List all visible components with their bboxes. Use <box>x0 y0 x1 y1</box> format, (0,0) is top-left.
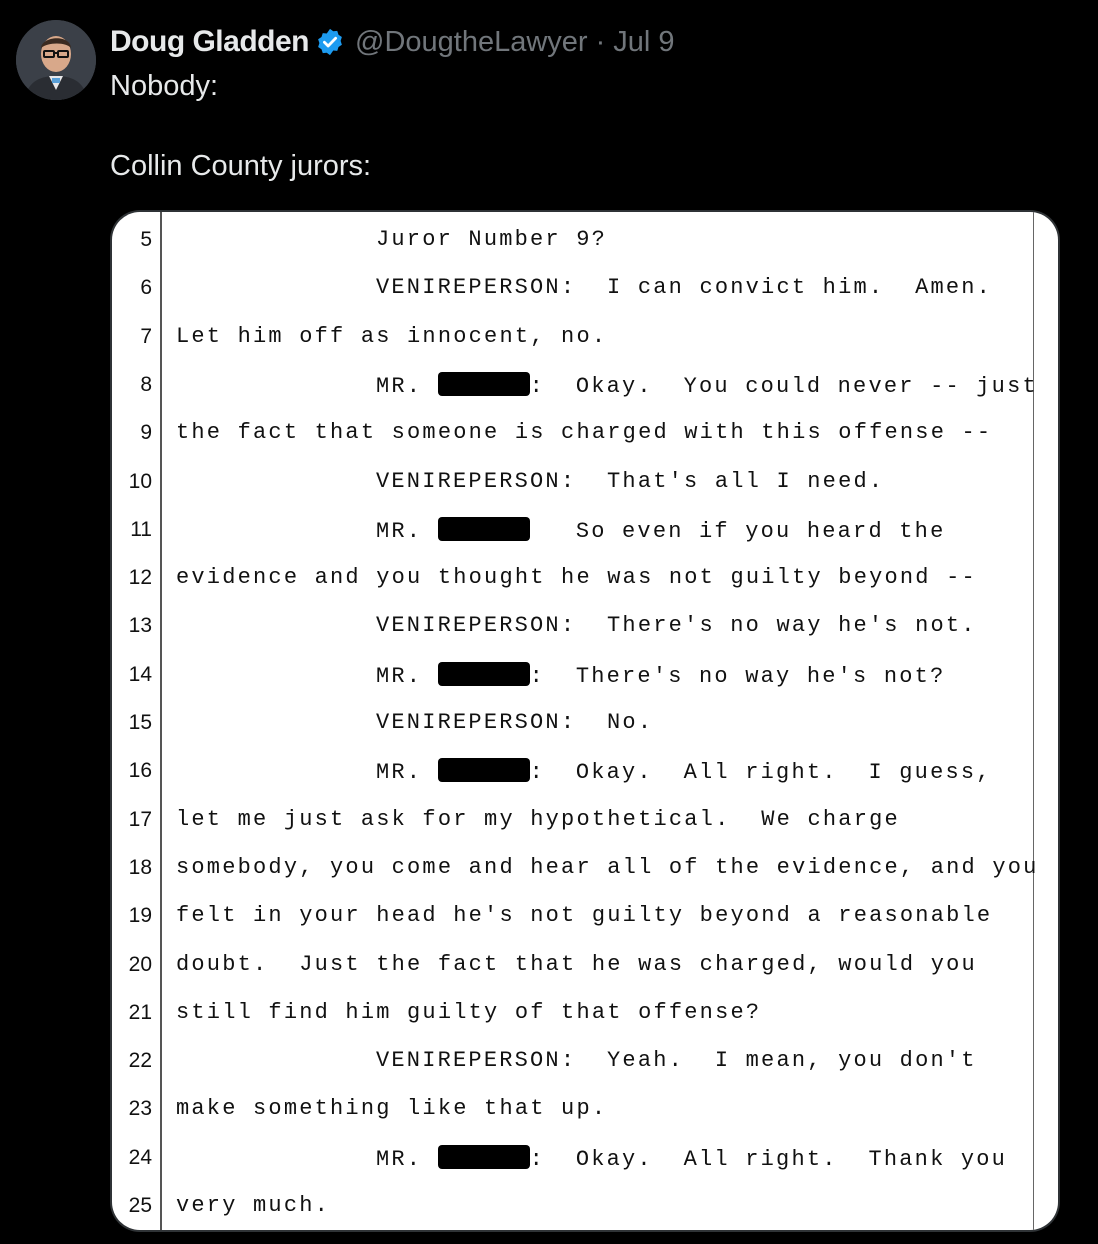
line-text-segment: MR. <box>376 760 438 786</box>
separator-dot: · <box>595 25 606 58</box>
transcript-line <box>112 988 1058 1036</box>
line-text <box>176 1096 607 1121</box>
line-text <box>376 275 992 300</box>
redaction-bar <box>438 517 530 541</box>
line-text <box>376 227 607 252</box>
author-handle[interactable]: @DougtheLawyer <box>355 25 588 58</box>
line-text <box>176 903 992 928</box>
line-text-segment: : Okay. All right. I guess, <box>529 760 992 786</box>
line-text <box>376 613 977 638</box>
line-number: 25 <box>128 1194 152 1217</box>
transcript-line <box>112 843 1058 891</box>
redaction-bar <box>438 662 530 686</box>
line-number: 10 <box>128 469 152 493</box>
line-number: 18 <box>128 855 152 879</box>
transcript-line <box>112 505 1058 553</box>
line-text-segment: felt in your head he's not guilty beyond a reasonable <box>176 903 993 929</box>
tweet-text <box>110 66 1070 186</box>
line-text <box>176 324 607 349</box>
line-text-segment: MR. <box>376 1146 438 1172</box>
line-number: 19 <box>128 904 152 928</box>
transcript-line <box>112 940 1058 988</box>
line-number: 5 <box>140 228 152 251</box>
tweet-date[interactable]: Jul 9 <box>613 25 675 58</box>
transcript-line <box>112 553 1058 601</box>
tweet-header <box>110 22 675 62</box>
transcript-line <box>112 698 1058 746</box>
line-text <box>176 565 977 590</box>
tweet-media-image[interactable] <box>110 210 1060 1232</box>
transcript-line <box>112 650 1058 698</box>
line-text-segment: : Okay. You could never -- just <box>529 373 1038 399</box>
line-number: 6 <box>140 276 152 300</box>
line-text-segment: let me just ask for my hypothetical. We charge <box>176 806 900 832</box>
line-number: 21 <box>128 1000 152 1024</box>
line-number: 11 <box>130 517 152 541</box>
line-number: 13 <box>128 614 152 638</box>
transcript-line <box>112 215 1058 263</box>
line-text-segment: MR. <box>376 373 438 399</box>
transcript-line <box>112 360 1058 408</box>
line-text <box>376 710 653 735</box>
line-text-segment: Juror Number 9? <box>376 227 608 252</box>
line-text <box>376 372 1038 399</box>
line-number: 8 <box>140 372 152 396</box>
line-text-segment: VENIREPERSON: There's no way he's not. <box>376 613 977 639</box>
line-text <box>376 469 884 494</box>
verified-badge-icon <box>315 27 345 57</box>
redaction-bar <box>438 372 530 396</box>
line-text-segment: make something like that up. <box>176 1096 608 1122</box>
line-text-segment: still find him guilty of that offense? <box>176 999 762 1025</box>
transcript-line <box>112 795 1058 843</box>
redaction-bar <box>438 758 530 782</box>
line-text <box>376 758 992 785</box>
transcript-line <box>112 601 1058 649</box>
avatar-photo <box>16 20 96 100</box>
line-text-segment: evidence and you thought he was not guilty beyond -- <box>176 565 977 591</box>
line-number: 7 <box>140 324 152 348</box>
transcript-line <box>112 312 1058 360</box>
transcript-page <box>112 212 1058 1230</box>
line-number: 17 <box>128 807 152 831</box>
line-text <box>376 1145 1007 1172</box>
line-number: 24 <box>128 1145 152 1169</box>
line-number: 23 <box>128 1097 152 1121</box>
line-text <box>376 662 945 689</box>
line-text-segment: doubt. Just the fact that he was charged, would you <box>176 951 977 977</box>
line-text-segment: the fact that someone is charged with this offense -- <box>176 420 993 446</box>
line-text-segment: somebody, you come and hear all of the evidence, and you <box>176 854 1039 880</box>
line-text-segment: very much. <box>176 1193 331 1218</box>
line-text-segment: : Okay. All right. Thank you <box>529 1146 1008 1172</box>
transcript-line <box>112 263 1058 311</box>
line-text-segment: MR. <box>376 518 438 544</box>
transcript-line <box>112 891 1058 939</box>
line-text-segment: VENIREPERSON: That's all I need. <box>376 468 885 494</box>
transcript-line <box>112 1181 1058 1229</box>
line-number: 12 <box>128 566 152 590</box>
line-text <box>176 420 992 445</box>
tweet-text-line: Nobody: <box>110 70 219 102</box>
line-text <box>376 517 945 544</box>
line-text-segment: VENIREPERSON: Yeah. I mean, you don't <box>376 1048 977 1074</box>
redaction-bar <box>438 1145 530 1169</box>
line-text-segment: MR. <box>376 663 438 689</box>
tweet-text-line: Collin County jurors: <box>110 150 372 182</box>
line-number: 9 <box>140 421 152 445</box>
author-name[interactable]: Doug Gladden <box>110 25 309 58</box>
line-text-segment: VENIREPERSON: I can convict him. Amen. <box>376 275 993 301</box>
transcript-line <box>112 746 1058 794</box>
line-text-segment: VENIREPERSON: No. <box>376 710 654 735</box>
line-text <box>376 1048 977 1073</box>
transcript-line <box>112 1036 1058 1084</box>
line-text-segment: Let him off as innocent, no. <box>176 323 608 349</box>
line-text-segment: : There's no way he's not? <box>529 663 946 689</box>
line-text <box>176 855 1039 880</box>
line-text <box>176 952 977 977</box>
author-avatar[interactable] <box>16 20 96 100</box>
line-text <box>176 1193 330 1218</box>
line-text <box>176 807 900 832</box>
line-number: 14 <box>128 662 152 686</box>
line-number: 22 <box>128 1049 152 1073</box>
line-number: 15 <box>128 711 152 734</box>
line-number: 16 <box>128 759 152 783</box>
line-text-segment: So even if you heard the <box>529 518 946 544</box>
transcript-line <box>112 457 1058 505</box>
transcript-line <box>112 1133 1058 1181</box>
line-number: 20 <box>128 952 152 976</box>
line-text <box>176 1000 761 1025</box>
transcript-line <box>112 408 1058 456</box>
tweet-text-blank-line <box>110 106 1070 146</box>
transcript-line <box>112 1084 1058 1132</box>
